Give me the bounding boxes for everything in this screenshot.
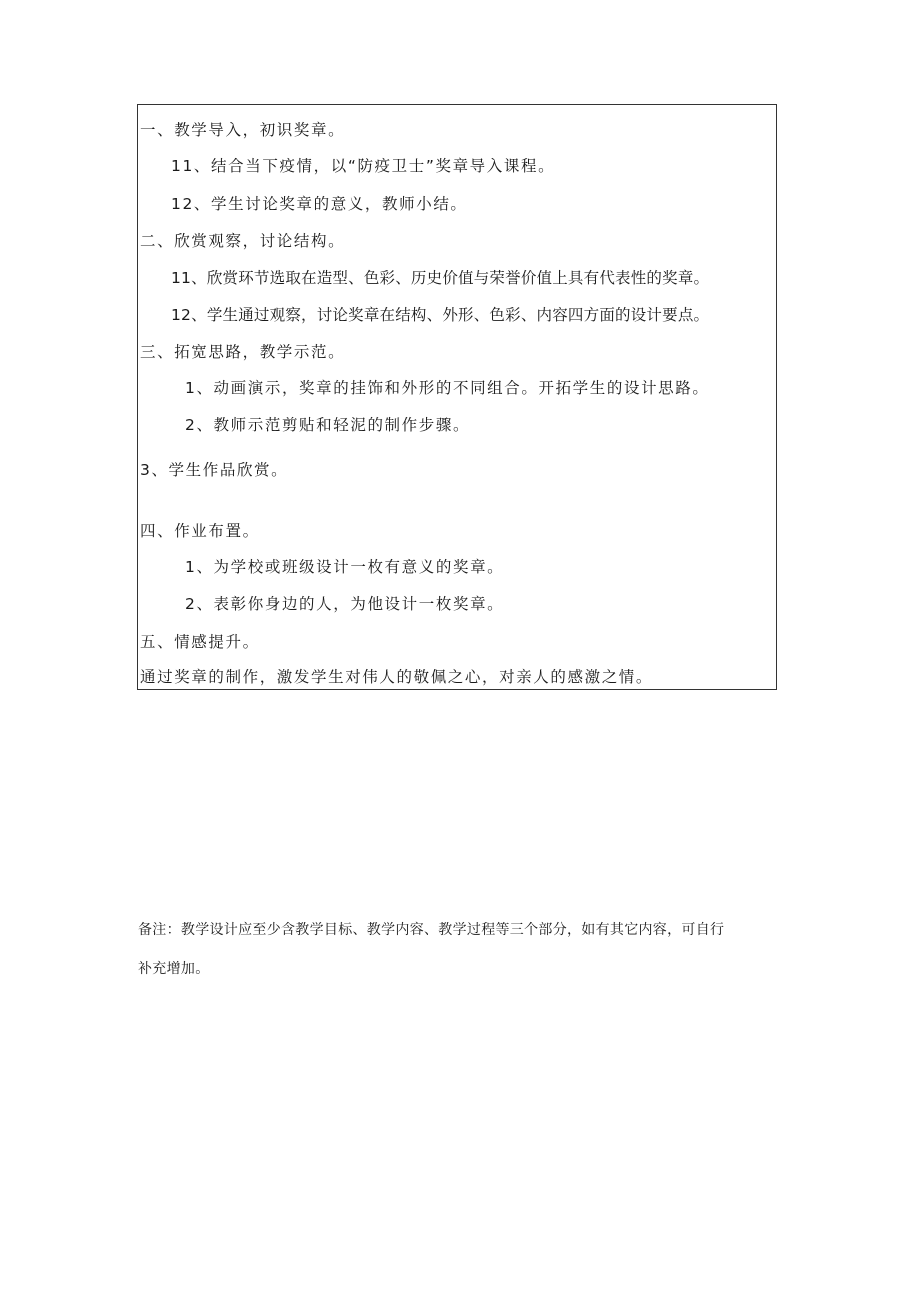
- section-3-item-1: 1、动画演示，奖章的挂饰和外形的不同组合。开拓学生的设计思路。: [185, 379, 710, 397]
- section-1-item-1: 11、结合当下疫情，以“防疫卫士”奖章导入课程。: [171, 157, 556, 175]
- section-4-item-2: 2、表彰你身边的人，为他设计一枚奖章。: [185, 595, 505, 613]
- section-2-item-2: 12、学生通过观察，讨论奖章在结构、外形、色彩、内容四方面的设计要点。: [171, 306, 710, 324]
- section-3-item-3: 3、学生作品欣赏。: [140, 461, 289, 479]
- section-4-item-1: 1、为学校或班级设计一枚有意义的奖章。: [185, 558, 505, 576]
- footnote-line-1: 备注：教学设计应至少含教学目标、教学内容、教学过程等三个部分，如有其它内容，可自行: [138, 922, 725, 938]
- section-4-heading: 四、作业布置。: [140, 522, 260, 540]
- section-1-heading: 一、教学导入，初识奖章。: [140, 121, 346, 139]
- section-2-heading: 二、欣赏观察，讨论结构。: [140, 232, 346, 250]
- section-5-heading: 五、情感提升。: [140, 633, 260, 651]
- section-5-text: 通过奖章的制作，激发学生对伟人的敬佩之心，对亲人的感激之情。: [140, 668, 654, 686]
- section-1-item-2: 12、学生讨论奖章的意义，教师小结。: [171, 195, 468, 213]
- section-3-heading: 三、拓宽思路，教学示范。: [140, 343, 346, 361]
- footnote-line-2: 补充增加。: [138, 961, 210, 977]
- section-2-item-1: 11、欣赏环节选取在造型、色彩、历史价值与荣誉价值上具有代表性的奖章。: [171, 269, 710, 287]
- section-3-item-2: 2、教师示范剪贴和轻泥的制作步骤。: [185, 416, 471, 434]
